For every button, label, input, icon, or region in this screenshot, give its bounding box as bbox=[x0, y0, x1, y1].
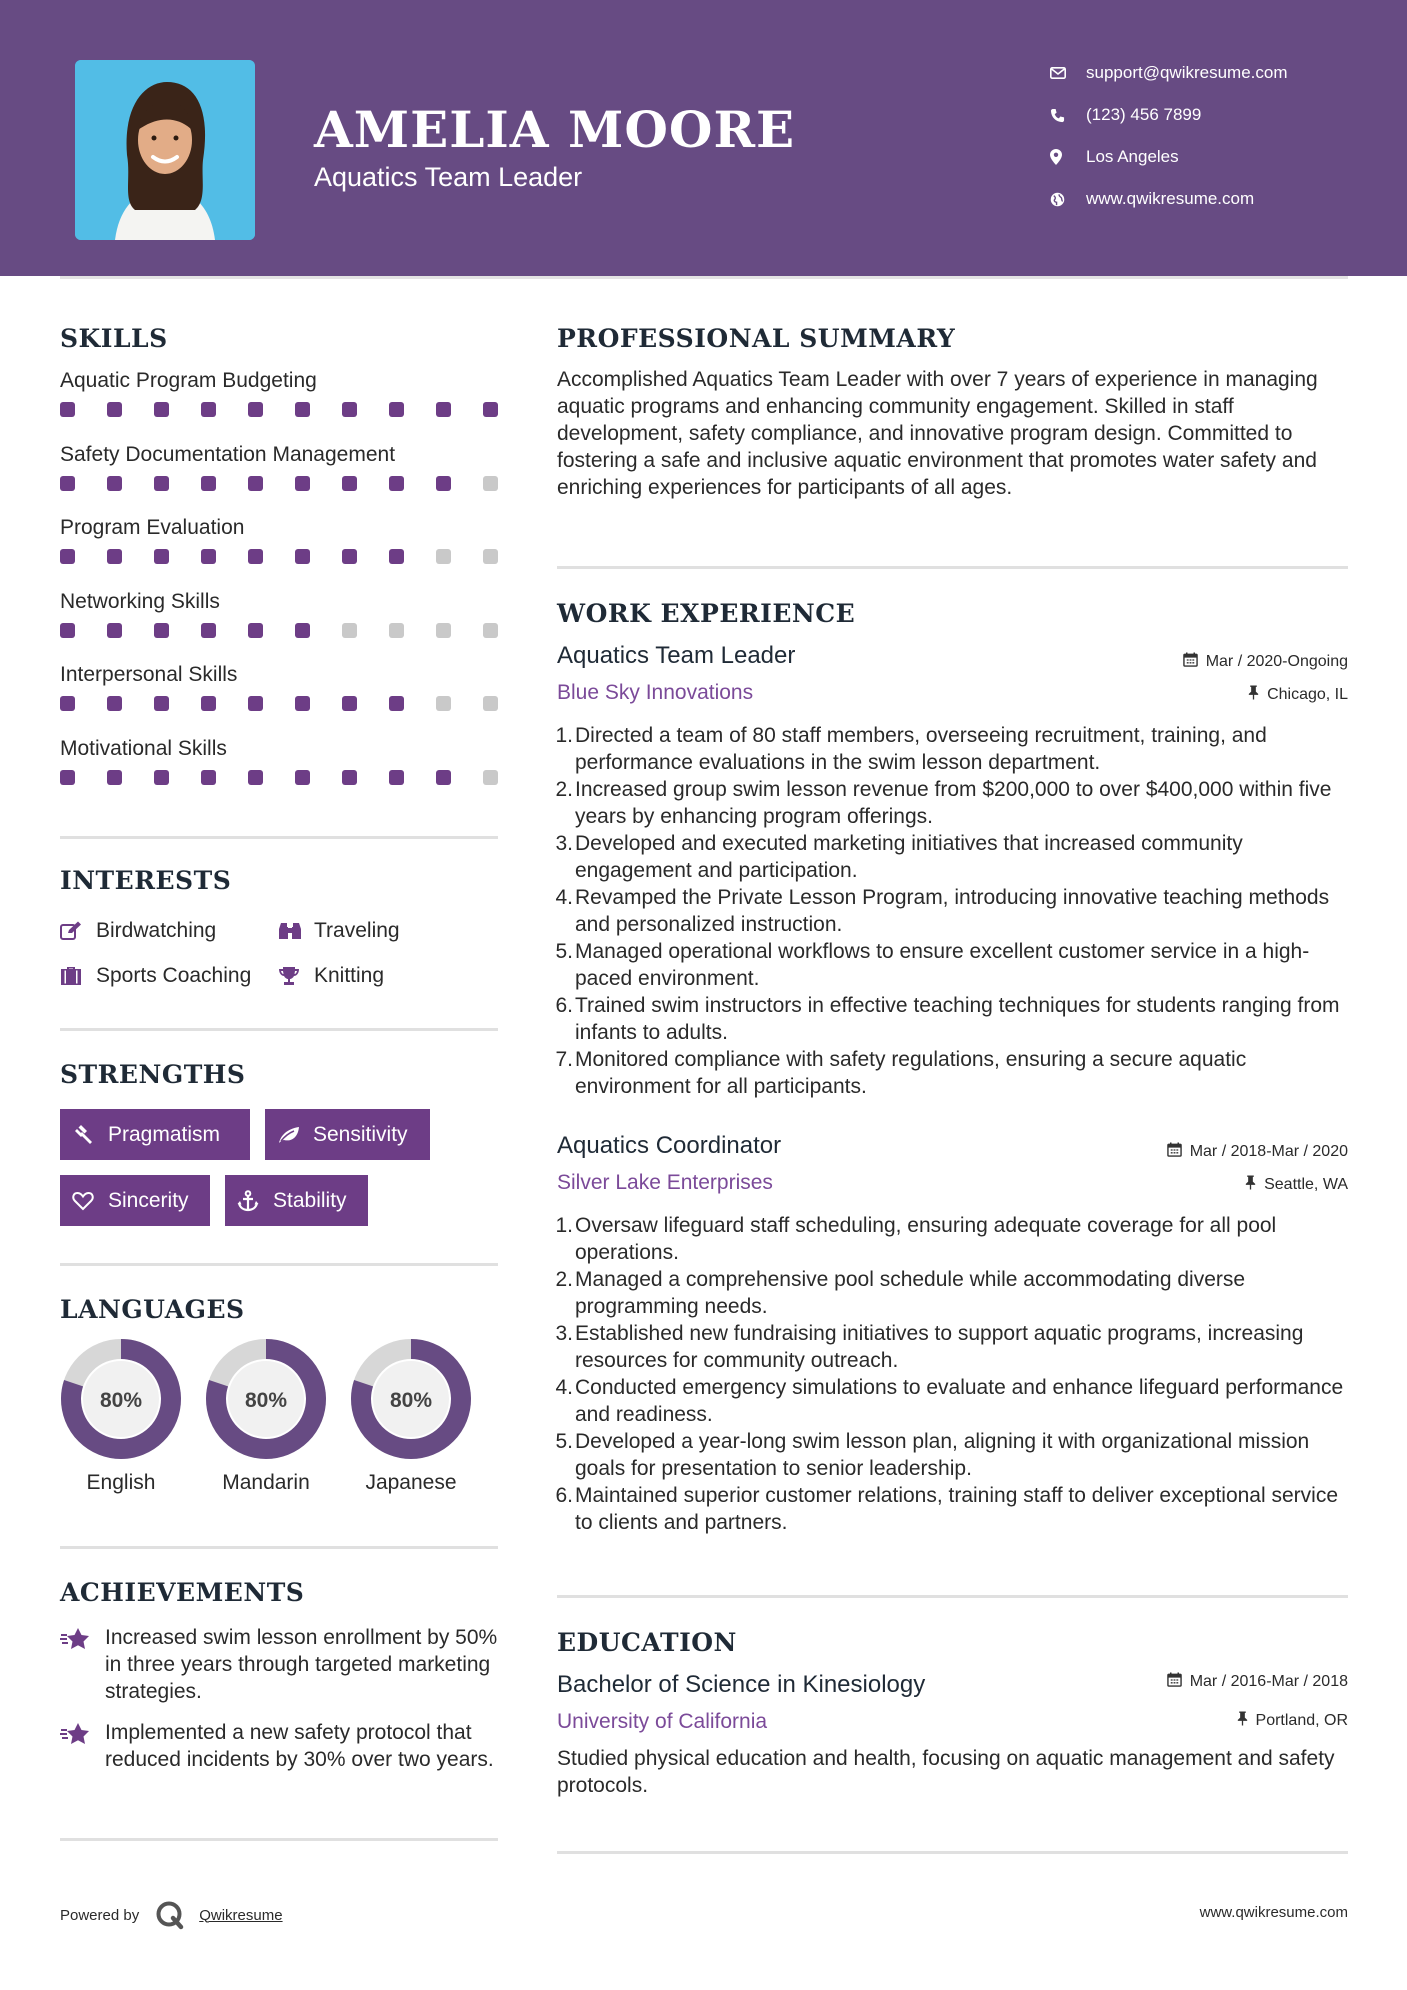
rating-dot-filled bbox=[154, 696, 169, 711]
skill-item bbox=[60, 662, 500, 736]
anchor-icon bbox=[237, 1190, 273, 1212]
job-location bbox=[1245, 1175, 1348, 1195]
bullet-number: 2. bbox=[555, 778, 573, 801]
education-description: Studied physical education and health, focusing on aquatic management and safety protocols. bbox=[557, 1747, 1335, 1797]
rating-dot-filled bbox=[389, 476, 404, 491]
interests-list bbox=[60, 908, 500, 998]
rating-dot-filled bbox=[389, 549, 404, 564]
interest-label: Traveling bbox=[314, 918, 400, 942]
rating-dot-filled bbox=[201, 402, 216, 417]
skill-item bbox=[60, 442, 500, 516]
interest-label: Birdwatching bbox=[96, 918, 217, 942]
languages-heading: LANGUAGES bbox=[60, 1295, 245, 1324]
qwikresume-logo-icon bbox=[155, 1900, 185, 1930]
rating-dot-filled bbox=[295, 623, 310, 638]
bullet-text: Conducted emergency simulations to evaluate and enhance lifeguard performance and readiness. bbox=[575, 1376, 1344, 1426]
bullet-text: Monitored compliance with safety regulations, ensuring a secure aquatic environment for all participants. bbox=[575, 1048, 1247, 1098]
interest-item bbox=[60, 964, 278, 988]
language-percent: 80% bbox=[389, 1389, 433, 1412]
bullet-text: Managed operational workflows to ensure excellent customer service in a high-paced environment. bbox=[575, 940, 1310, 990]
language-item bbox=[59, 1337, 183, 1495]
school-name: University of California bbox=[557, 1710, 768, 1733]
rating-dot-filled bbox=[201, 696, 216, 711]
education-location-text: Portland, OR bbox=[1255, 1712, 1348, 1729]
job-bullet bbox=[557, 1482, 1357, 1536]
rating-dot-filled bbox=[483, 402, 498, 417]
powered-by-label: Powered by bbox=[60, 1906, 140, 1924]
rating-dot-filled bbox=[107, 623, 122, 638]
achievements-heading: ACHIEVEMENTS bbox=[60, 1578, 305, 1607]
interests-heading: INTERESTS bbox=[60, 866, 232, 895]
rating-dot-filled bbox=[107, 696, 122, 711]
skill-rating bbox=[60, 549, 498, 564]
rating-dot-filled bbox=[295, 770, 310, 785]
education-location bbox=[1237, 1711, 1348, 1731]
bullet-number: 2. bbox=[555, 1268, 573, 1291]
bullet-number: 1. bbox=[555, 1214, 573, 1237]
language-progress-ring bbox=[59, 1337, 183, 1461]
rating-dot-empty bbox=[436, 549, 451, 564]
bullet-number: 7. bbox=[555, 1048, 573, 1071]
section-divider bbox=[60, 1838, 498, 1841]
bullet-text: Revamped the Private Lesson Program, introducing innovative teaching methods and personalized instruction. bbox=[575, 886, 1330, 936]
interest-item bbox=[60, 919, 278, 943]
skill-name: Interpersonal Skills bbox=[60, 663, 238, 686]
education-dates bbox=[1167, 1672, 1348, 1692]
bullet-number: 4. bbox=[555, 1376, 573, 1399]
briefcase-icon bbox=[60, 966, 96, 986]
job-dates-text: Mar / 2020-Ongoing bbox=[1205, 653, 1348, 670]
rating-dot-filled bbox=[201, 770, 216, 785]
rating-dot-filled bbox=[107, 402, 122, 417]
skill-rating bbox=[60, 623, 498, 638]
job-bullet bbox=[557, 1266, 1357, 1320]
footer-url[interactable]: www.qwikresume.com bbox=[1199, 1904, 1348, 1921]
rating-dot-filled bbox=[248, 696, 263, 711]
contact-phone-text: (123) 456 7899 bbox=[1086, 105, 1202, 124]
language-percent: 80% bbox=[99, 1389, 143, 1412]
job-bullet-list bbox=[557, 1212, 1357, 1536]
job-bullet bbox=[557, 776, 1357, 830]
star-badge-icon bbox=[60, 1624, 105, 1705]
section-divider bbox=[557, 1851, 1348, 1854]
bullet-text: Oversaw lifeguard staff scheduling, ensuring adequate coverage for all pool operations. bbox=[575, 1214, 1277, 1264]
contact-location bbox=[1050, 136, 1288, 178]
calendar-icon bbox=[1183, 652, 1198, 672]
rating-dot-filled bbox=[342, 770, 357, 785]
rating-dot-filled bbox=[389, 696, 404, 711]
globe-icon bbox=[1050, 192, 1086, 207]
portrait-illustration bbox=[75, 60, 255, 240]
language-progress-ring bbox=[349, 1337, 473, 1461]
rating-dot-empty bbox=[483, 696, 498, 711]
skill-item bbox=[60, 368, 500, 442]
calendar-icon bbox=[1167, 1672, 1182, 1692]
job-company: Blue Sky Innovations bbox=[557, 681, 754, 704]
rating-dot-empty bbox=[342, 623, 357, 638]
rating-dot-filled bbox=[154, 549, 169, 564]
job-bullet bbox=[557, 1428, 1357, 1482]
rating-dot-empty bbox=[389, 623, 404, 638]
contact-list bbox=[1050, 52, 1288, 220]
bullet-number: 4. bbox=[555, 886, 573, 909]
education-heading: EDUCATION bbox=[557, 1628, 737, 1657]
job-title: Aquatics Coordinator bbox=[557, 1132, 782, 1159]
rating-dot-filled bbox=[60, 623, 75, 638]
section-divider bbox=[60, 1028, 498, 1031]
contact-website[interactable] bbox=[1050, 178, 1288, 220]
skill-name: Networking Skills bbox=[60, 589, 220, 613]
contact-email-text: support@qwikresume.com bbox=[1086, 63, 1288, 82]
rating-dot-empty bbox=[436, 623, 451, 638]
bullet-text: Developed and executed marketing initiatives that increased community engagement and participation. bbox=[575, 832, 1243, 882]
strength-label: Sincerity bbox=[108, 1188, 189, 1212]
pushpin-icon bbox=[1245, 1175, 1256, 1195]
language-progress-ring bbox=[204, 1337, 328, 1461]
experience-heading: WORK EXPERIENCE bbox=[557, 599, 856, 628]
strength-label: Stability bbox=[273, 1188, 347, 1212]
bullet-text: Developed a year-long swim lesson plan, aligning it with organizational mission goals for presentation to senior leadership. bbox=[575, 1430, 1310, 1480]
rating-dot-filled bbox=[248, 623, 263, 638]
summary-text: Accomplished Aquatics Team Leader with over 7 years of experience in managing aquatic programs and enhancing community engagement. Skilled in staff development, safety compliance, and innovative program design. Committed to fostering a safe and inclusive aquatic environment that promotes water safety and enriching experiences for participants of all ages. bbox=[557, 368, 1318, 499]
achievement-item bbox=[60, 1719, 500, 1773]
skill-item bbox=[60, 589, 500, 663]
bullet-text: Directed a team of 80 staff members, overseeing recruitment, training, and performance evaluations in the swim lesson department. bbox=[575, 724, 1267, 774]
job-dates bbox=[1183, 652, 1348, 672]
section-divider bbox=[60, 1263, 498, 1266]
skill-name: Safety Documentation Management bbox=[60, 442, 396, 466]
job-company: Silver Lake Enterprises bbox=[557, 1171, 773, 1194]
job-bullet-list bbox=[557, 722, 1357, 1100]
interest-item bbox=[278, 964, 384, 988]
achievement-text: Implemented a new safety protocol that reduced incidents by 30% over two years. bbox=[105, 1721, 494, 1771]
rating-dot-empty bbox=[483, 770, 498, 785]
contact-email[interactable] bbox=[1050, 52, 1288, 94]
heart-icon bbox=[72, 1191, 108, 1211]
rating-dot-filled bbox=[436, 770, 451, 785]
job-bullet bbox=[557, 1046, 1357, 1100]
calendar-icon bbox=[1167, 1142, 1182, 1162]
trophy-icon bbox=[278, 966, 314, 986]
bullet-text: Trained swim instructors in effective teaching techniques for students ranging from infants to adults. bbox=[575, 994, 1340, 1044]
contact-website-text: www.qwikresume.com bbox=[1086, 189, 1255, 208]
job-bullet bbox=[557, 830, 1357, 884]
bullet-number: 3. bbox=[555, 832, 573, 855]
pushpin-icon bbox=[1248, 685, 1259, 705]
job-location bbox=[1248, 685, 1348, 705]
skill-rating bbox=[60, 476, 498, 491]
skills-heading: SKILLS bbox=[60, 324, 168, 353]
skill-rating bbox=[60, 402, 498, 417]
header-divider bbox=[60, 276, 1348, 279]
location-pin-icon bbox=[1050, 149, 1086, 165]
rating-dot-filled bbox=[60, 476, 75, 491]
rating-dot-empty bbox=[483, 476, 498, 491]
rating-dot-filled bbox=[107, 770, 122, 785]
star-badge-icon bbox=[60, 1719, 105, 1773]
rating-dot-filled bbox=[342, 549, 357, 564]
rating-dot-filled bbox=[389, 402, 404, 417]
job-location-text: Chicago, IL bbox=[1267, 686, 1348, 703]
language-item bbox=[204, 1337, 328, 1495]
bullet-text: Maintained superior customer relations, training staff to deliver exceptional service to clients and partners. bbox=[575, 1484, 1338, 1534]
rating-dot-filled bbox=[248, 770, 263, 785]
bullet-number: 5. bbox=[555, 1430, 573, 1453]
contact-phone[interactable] bbox=[1050, 94, 1288, 136]
binoculars-icon bbox=[278, 921, 314, 941]
rating-dot-filled bbox=[60, 402, 75, 417]
strength-tag bbox=[60, 1175, 210, 1226]
section-divider bbox=[557, 1595, 1348, 1598]
rating-dot-filled bbox=[342, 476, 357, 491]
rating-dot-filled bbox=[154, 623, 169, 638]
rating-dot-filled bbox=[201, 549, 216, 564]
rating-dot-filled bbox=[342, 696, 357, 711]
rating-dot-filled bbox=[295, 476, 310, 491]
contact-location-text: Los Angeles bbox=[1086, 147, 1179, 166]
bullet-text: Managed a comprehensive pool schedule while accommodating diverse programming needs. bbox=[575, 1268, 1246, 1318]
bullet-number: 6. bbox=[555, 994, 573, 1017]
pencil-square-icon bbox=[60, 921, 96, 941]
skill-rating bbox=[60, 770, 498, 785]
strength-tag bbox=[60, 1109, 250, 1160]
rating-dot-filled bbox=[436, 402, 451, 417]
interest-label: Sports Coaching bbox=[96, 963, 252, 987]
rating-dot-filled bbox=[436, 476, 451, 491]
rating-dot-filled bbox=[107, 549, 122, 564]
section-divider bbox=[557, 566, 1348, 569]
skill-name: Aquatic Program Budgeting bbox=[60, 369, 317, 392]
job-location-text: Seattle, WA bbox=[1264, 1176, 1348, 1193]
strength-tag bbox=[265, 1109, 430, 1160]
job-bullet bbox=[557, 1212, 1357, 1266]
job-dates-text: Mar / 2018-Mar / 2020 bbox=[1189, 1143, 1348, 1160]
rating-dot-filled bbox=[154, 476, 169, 491]
rating-dot-empty bbox=[436, 696, 451, 711]
strength-tag bbox=[225, 1175, 368, 1226]
achievement-item bbox=[60, 1624, 500, 1705]
rating-dot-filled bbox=[295, 549, 310, 564]
leaf-icon bbox=[277, 1125, 313, 1145]
education-dates-text: Mar / 2016-Mar / 2018 bbox=[1189, 1673, 1348, 1690]
qwikresume-link[interactable]: Qwikresume bbox=[199, 1906, 283, 1924]
language-name: Mandarin bbox=[222, 1471, 310, 1494]
rating-dot-filled bbox=[295, 402, 310, 417]
achievement-text: Increased swim lesson enrollment by 50% in three years through targeted marketing strategies. bbox=[105, 1626, 498, 1703]
rating-dot-filled bbox=[248, 549, 263, 564]
language-name: Japanese bbox=[365, 1471, 457, 1494]
rating-dot-filled bbox=[60, 696, 75, 711]
envelope-icon bbox=[1050, 67, 1086, 79]
skill-rating bbox=[60, 696, 498, 711]
summary-heading: PROFESSIONAL SUMMARY bbox=[557, 324, 956, 353]
rating-dot-filled bbox=[154, 770, 169, 785]
rating-dot-filled bbox=[60, 549, 75, 564]
skill-item bbox=[60, 736, 500, 810]
pushpin-icon bbox=[1237, 1711, 1248, 1731]
job-title: Aquatics Team Leader bbox=[557, 642, 796, 669]
job-bullet bbox=[557, 884, 1357, 938]
candidate-title: Aquatics Team Leader bbox=[314, 162, 583, 192]
profile-photo bbox=[75, 60, 255, 240]
interest-label: Knitting bbox=[314, 963, 385, 987]
rating-dot-filled bbox=[248, 402, 263, 417]
skills-list bbox=[60, 368, 500, 809]
rating-dot-filled bbox=[248, 476, 263, 491]
rating-dot-filled bbox=[389, 770, 404, 785]
bullet-number: 3. bbox=[555, 1322, 573, 1345]
phone-icon bbox=[1050, 108, 1086, 123]
candidate-name: AMELIA MOORE bbox=[314, 100, 796, 159]
rating-dot-empty bbox=[483, 623, 498, 638]
rating-dot-filled bbox=[107, 476, 122, 491]
resume-header bbox=[0, 0, 1407, 276]
skill-name: Motivational Skills bbox=[60, 736, 227, 760]
bullet-text: Established new fundraising initiatives to support aquatic programs, increasing resources for community outreach. bbox=[575, 1322, 1304, 1372]
job-bullet bbox=[557, 722, 1357, 776]
strength-label: Sensitivity bbox=[313, 1122, 408, 1146]
job-bullet bbox=[557, 938, 1357, 992]
footer-powered-by bbox=[60, 1900, 283, 1930]
degree-title: Bachelor of Science in Kinesiology bbox=[557, 1671, 926, 1698]
job-bullet bbox=[557, 1374, 1357, 1428]
skill-name: Program Evaluation bbox=[60, 516, 245, 539]
section-divider bbox=[60, 836, 498, 839]
bullet-number: 5. bbox=[555, 940, 573, 963]
bullet-text: Increased group swim lesson revenue from $200,000 to over $400,000 within five years by enhancing program offerings. bbox=[575, 778, 1332, 828]
job-dates bbox=[1167, 1142, 1348, 1162]
rating-dot-filled bbox=[342, 402, 357, 417]
rating-dot-filled bbox=[201, 476, 216, 491]
rating-dot-filled bbox=[60, 770, 75, 785]
rating-dot-empty bbox=[483, 549, 498, 564]
language-percent: 80% bbox=[244, 1389, 288, 1412]
rating-dot-filled bbox=[154, 402, 169, 417]
job-bullet bbox=[557, 992, 1357, 1046]
rating-dot-filled bbox=[295, 696, 310, 711]
bullet-number: 6. bbox=[555, 1484, 573, 1507]
strength-label: Pragmatism bbox=[108, 1122, 221, 1146]
job-bullet bbox=[557, 1320, 1357, 1374]
strengths-heading: STRENGTHS bbox=[60, 1060, 246, 1089]
language-name: English bbox=[86, 1471, 156, 1494]
section-divider bbox=[60, 1546, 498, 1549]
language-item bbox=[349, 1337, 473, 1495]
interest-item bbox=[278, 919, 400, 943]
gavel-icon bbox=[72, 1124, 108, 1146]
bullet-number: 1. bbox=[555, 724, 573, 747]
skill-item bbox=[60, 515, 500, 589]
rating-dot-filled bbox=[201, 623, 216, 638]
